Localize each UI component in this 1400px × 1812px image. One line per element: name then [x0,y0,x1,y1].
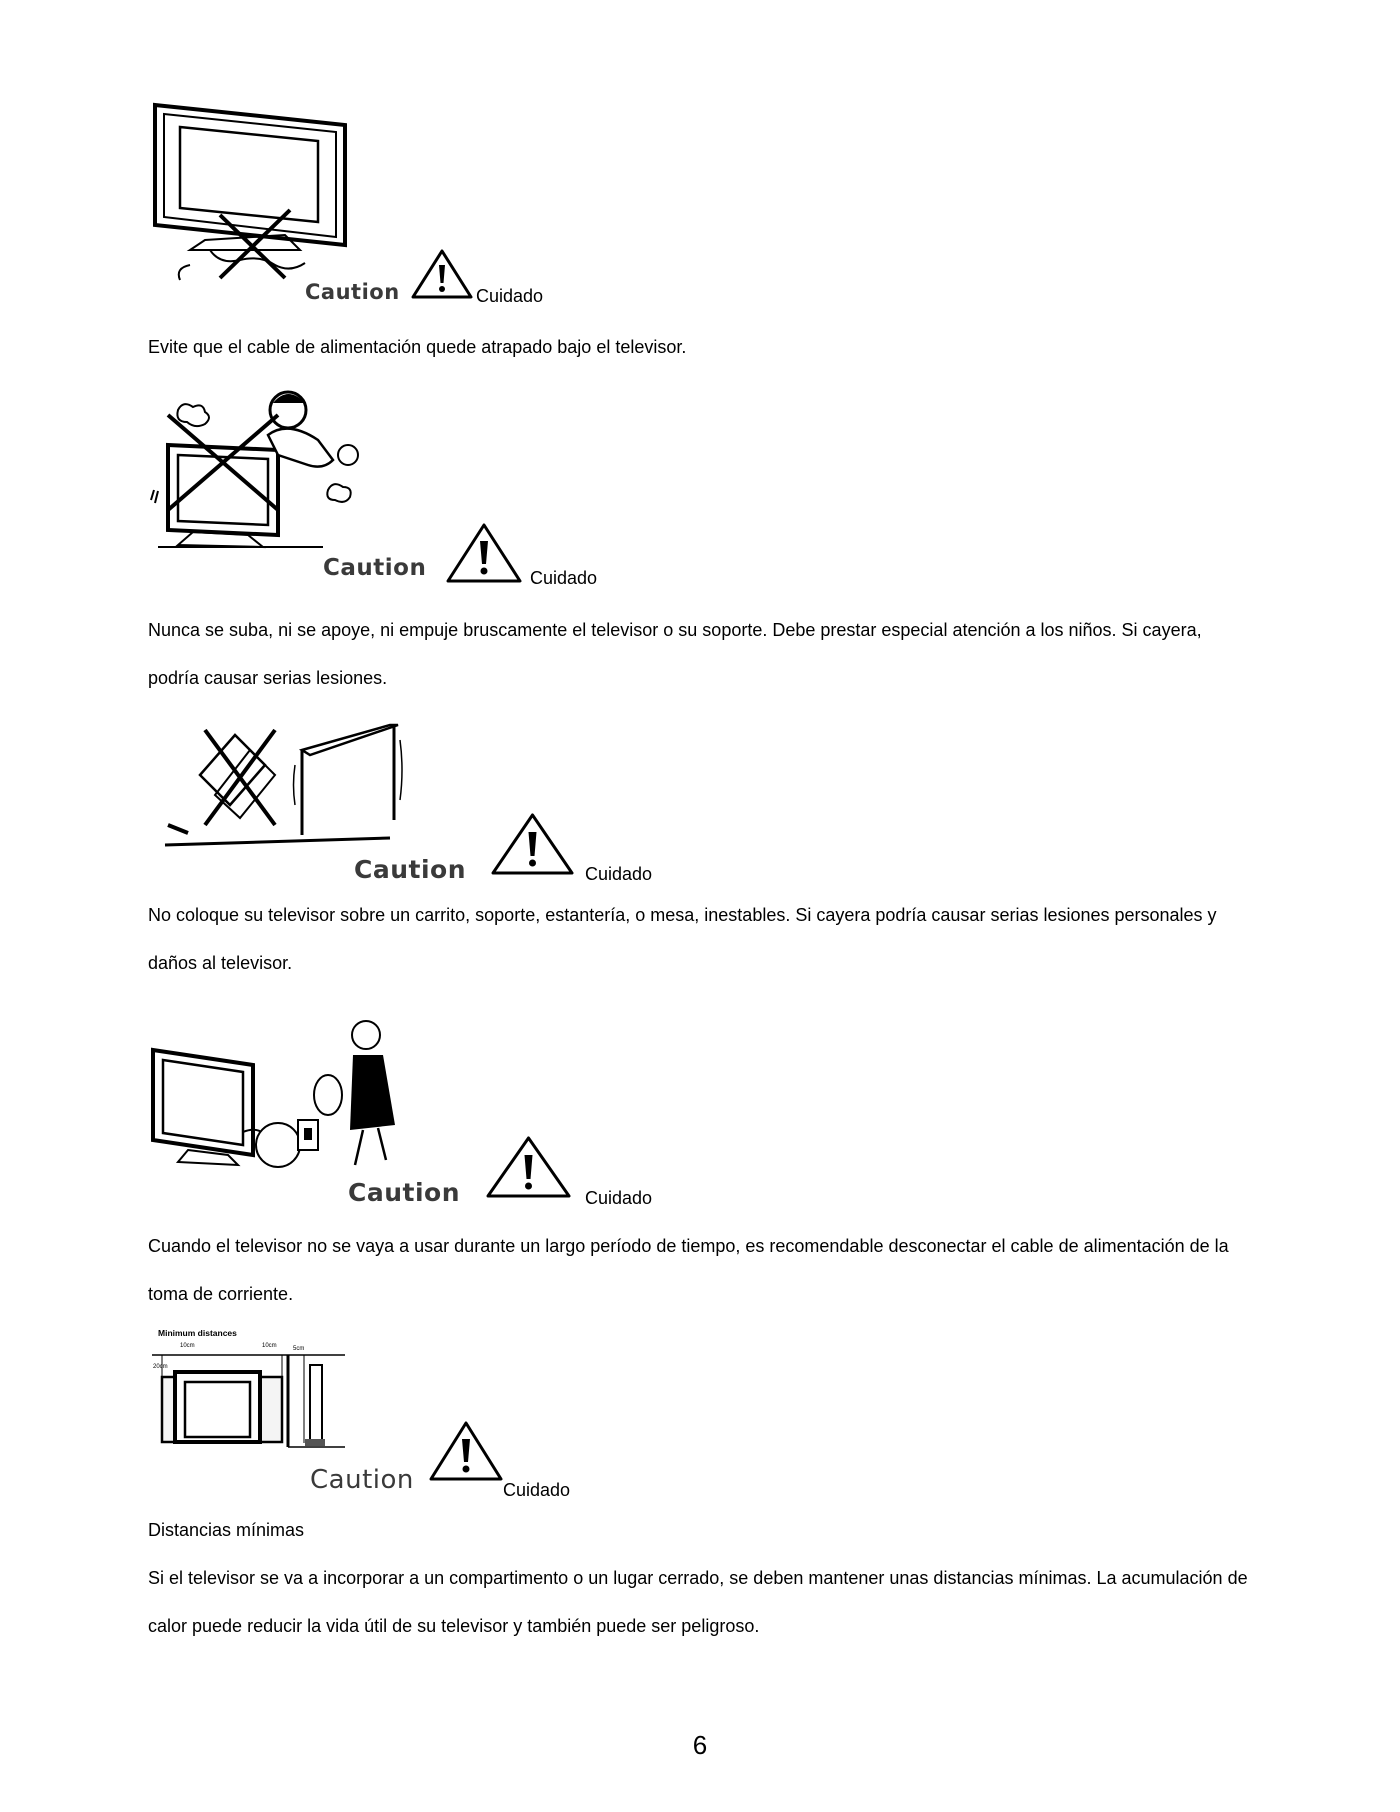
warning-triangle-icon [410,248,474,300]
page-number: 6 [692,1730,708,1760]
diagram-title: Minimum distances [158,1328,237,1338]
unplug-power-cable-icon [148,1020,398,1170]
diagram-label-side: 5cm [293,1346,305,1352]
diagram-label-left: 20cm [153,1364,168,1370]
warning-triangle-icon [485,1135,572,1199]
minimum-distances-icon [150,1325,360,1455]
caution-label: Caution [305,280,400,304]
diagram-label-right: 10cm [262,1343,277,1349]
diagram-label-top: 10cm [180,1343,195,1349]
section-heading: Distancias mínimas [148,1520,305,1540]
paragraph-line: daños al televisor. [148,953,293,973]
tv-power-cable-trapped-icon [150,100,350,280]
warning-triangle-icon [428,1420,504,1482]
paragraph-line: podría causar serias lesiones. [148,668,388,688]
warning-triangle-icon [445,522,523,584]
warning-triangle-icon [490,812,575,876]
unstable-stand-icon [160,720,410,850]
caution-label: Caution [354,855,467,884]
cuidado-label: Cuidado [503,1480,571,1500]
cuidado-label: Cuidado [530,568,598,588]
caution-label: Caution [348,1178,461,1207]
cuidado-label: Cuidado [585,1188,653,1208]
child-climbing-tv-icon [148,385,373,555]
paragraph-line: calor puede reducir la vida útil de su televisor y también puede ser peligroso. [148,1616,760,1636]
cuidado-label: Cuidado [476,286,544,306]
paragraph-line: toma de corriente. [148,1284,294,1304]
paragraph-line: No coloque su televisor sobre un carrito, soporte, estantería, o mesa, inestables. Si cayera podría causar serias lesiones personales y [148,905,1217,925]
paragraph-line: Si el televisor se va a incorporar a un compartimento o un lugar cerrado, se deben mantener unas distancias mínimas. La acumulación de [148,1568,1248,1588]
caution-label: Caution [323,555,427,581]
paragraph-line: Evite que el cable de alimentación quede atrapado bajo el televisor. [148,337,687,357]
caution-label: Caution [310,1465,414,1495]
cuidado-label: Cuidado [585,864,653,884]
paragraph-line: Cuando el televisor no se vaya a usar durante un largo período de tiempo, es recomendable desconectar el cable de alimentación de la [148,1236,1229,1256]
paragraph-line: Nunca se suba, ni se apoye, ni empuje bruscamente el televisor o su soporte. Debe prestar especial atención a los niños. Si cayera, [148,620,1202,640]
